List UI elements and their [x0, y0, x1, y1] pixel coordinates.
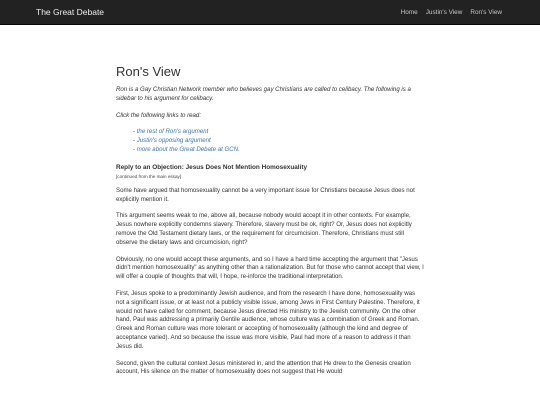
- opposing-argument-link[interactable]: Justin's opposing argument: [136, 137, 211, 145]
- nav-justins-view-link[interactable]: Justin's View: [425, 8, 463, 16]
- top-navbar: [0, 0, 540, 25]
- great-debate-link[interactable]: more about the Great Debate at GCN.: [136, 145, 240, 153]
- related-links-list: [116, 128, 424, 154]
- body-paragraph: This argument seems weak to me, above all, because nobody would accept it in other contexts. For example, Jesus nowhere explicitly condemns slavery. Therefore, slavery must be ok, right? Or, Jesus does not explicitly remove the Old Testament dietary laws, or the requirement for circumcision. Therefore, Christians must still observe the dietary laws and circumcision, right?: [116, 212, 412, 246]
- nav-rons-view-link[interactable]: Ron's View: [470, 8, 502, 16]
- list-marker: -: [133, 145, 136, 153]
- list-marker: -: [133, 137, 136, 145]
- body-paragraph: Obviously, no one would accept these arguments, and so I have a hard time accepting the argument that "Jesus didn't mention homosexuality" as anything other than a rationalization. But for those who cannot accept that view, I will offer a couple of thoughts that will, I hope, re-inforce the traditional interpretation.: [116, 255, 424, 281]
- intro-text: Ron is a Gay Christian Network member who believes gay Christians are called to celibacy. The following is a sidebar to his argument for celibacy.: [116, 86, 411, 102]
- rest-of-argument-link[interactable]: the rest of Ron's argument: [136, 128, 209, 136]
- section-heading: Reply to an Objection: Jesus Does Not Mention Homosexuality: [116, 163, 308, 171]
- page-title: Ron's View: [116, 64, 181, 79]
- brand-link[interactable]: The Great Debate: [36, 7, 105, 17]
- body-paragraph: Some have argued that homosexuality cannot be a very important issue for Christians because Jesus does not explicitly mention it.: [116, 186, 415, 203]
- links-lead: Click the following links to read:: [116, 111, 202, 119]
- list-item: [116, 128, 424, 137]
- nav-home-link[interactable]: Home: [400, 8, 418, 16]
- nav-links: [401, 0, 502, 24]
- list-item: [116, 146, 424, 155]
- section-note: [continued from the main essay]: [116, 173, 182, 179]
- body-paragraph: Second, given the cultural context Jesus ministered in, and the attention that He drew to the Genesis creation account, His silence on the matter of homosexuality does not suggest that He would: [116, 359, 411, 376]
- list-marker: -: [133, 128, 136, 136]
- list-item: [116, 137, 424, 146]
- main-content: [116, 64, 424, 385]
- body-paragraph: First, Jesus spoke to a predominantly Jewish audience, and from the research I have done, homosexuality was not a significant issue, or at least not a publicly visible issue, among Jews in First Century Palestine. Therefore, it would not have called for comment, because Jesus directed His ministry to the Jewish community. On the other hand, Paul was addressing a primarily Gentile audience, whose culture was a combination of Greek and Roman. Greek and Roman culture was more tolerant or accepting of homosexuality (although the kind and degree of acceptance varied). And so because the issue was more visible, Paul had more of a reason to address it than Jesus did.: [116, 289, 420, 350]
